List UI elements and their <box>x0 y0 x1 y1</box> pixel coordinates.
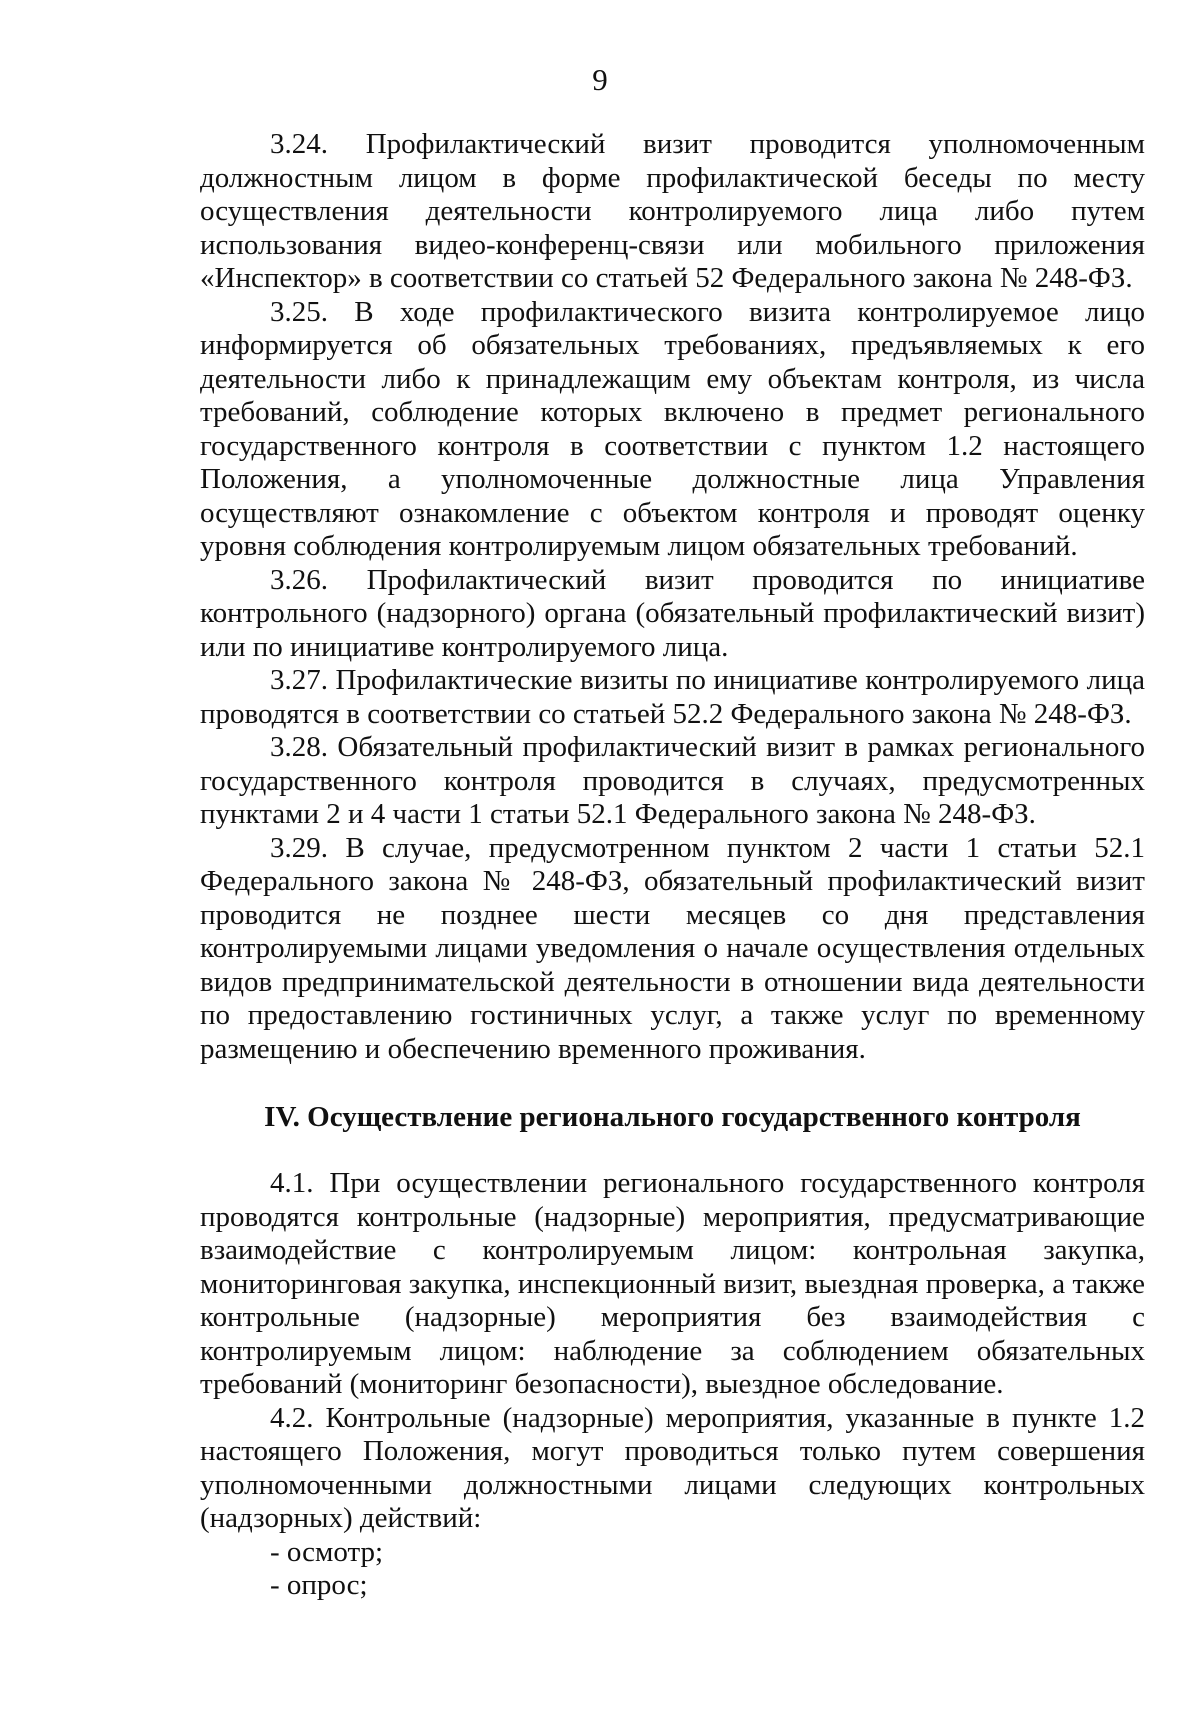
paragraph-3-28: 3.28. Обязательный профилактический визит в рамках регионального государственного контроля проводится в случаях, предусмотренных пунктами 2 и 4 части 1 статьи 52.1 Федерального закона № 248-ФЗ. <box>200 731 1145 830</box>
paragraph-3-25: 3.25. В ходе профилактического визита контролируемое лицо информируется об обязательных требованиях, предъявляемых к его деятельности либо к принадлежащим ему объектам контроля, из числа требований, соблюдение которых включено в предмет регионального государственного контроля в соответствии с пунктом 1.2 настоящего Положения, а уполномоченные должностные лица Управления осуществляют ознакомление с объектом контроля и проводят оценку уровня соблюдения контролируемым лицом обязательных требований. <box>200 295 1145 562</box>
paragraph-3-24: 3.24. Профилактический визит проводится уполномоченным должностным лицом в форме профилактической беседы по месту осуществления деятельности контролируемого лица либо путем использования видео-конференц-связи или мобильного приложения «Инспектор» в соответствии со статьей 52 Федерального закона № 248-ФЗ. <box>200 128 1145 294</box>
list-item-inspection: - осмотр; <box>270 1535 384 1568</box>
paragraph-3-27: 3.27. Профилактические визиты по инициативе контролируемого лица проводятся в соответствии со статьей 52.2 Федерального закона № 248-ФЗ. <box>200 664 1145 730</box>
paragraph-3-29: 3.29. В случае, предусмотренном пунктом 2 части 1 статьи 52.1 Федерального закона № 248-ФЗ, обязательный профилактический визит проводится не позднее шести месяцев со дня представления контролируемыми лицами уведомления о начале осуществления отдельных видов предпринимательской деятельности в отношении вида деятельности по предоставлению гостиничных услуг, а также услуг по временному размещению и обеспечению временного проживания. <box>200 831 1145 1065</box>
section-heading: IV. Осуществление регионального государственного контроля <box>264 1101 1081 1133</box>
paragraph-4-2: 4.2. Контрольные (надзорные) мероприятия, указанные в пункте 1.2 настоящего Положения, могут проводиться только путем совершения уполномоченными должностными лицами следующих контрольных (надзорных) действий: <box>200 1401 1145 1534</box>
paragraph-3-26: 3.26. Профилактический визит проводится по инициативе контрольного (надзорного) органа (обязательный профилактический визит) или по инициативе контролируемого лица. <box>200 563 1145 663</box>
page-number: 9 <box>592 62 608 97</box>
list-item-survey: - опрос; <box>270 1569 368 1601</box>
document-body <box>200 128 1145 1603</box>
paragraph-4-1: 4.1. При осуществлении регионального государственного контроля проводятся контрольные (надзорные) мероприятия, предусматривающие взаимодействие с контролируемым лицом: контрольная закупка, мониторинговая закупка, инспекционный визит, выездная проверка, а также контрольные (надзорные) мероприятия без взаимодействия с контролируемым лицом: наблюдение за соблюдением обязательных требований (мониторинг безопасности), выездное обследование. <box>200 1167 1145 1400</box>
